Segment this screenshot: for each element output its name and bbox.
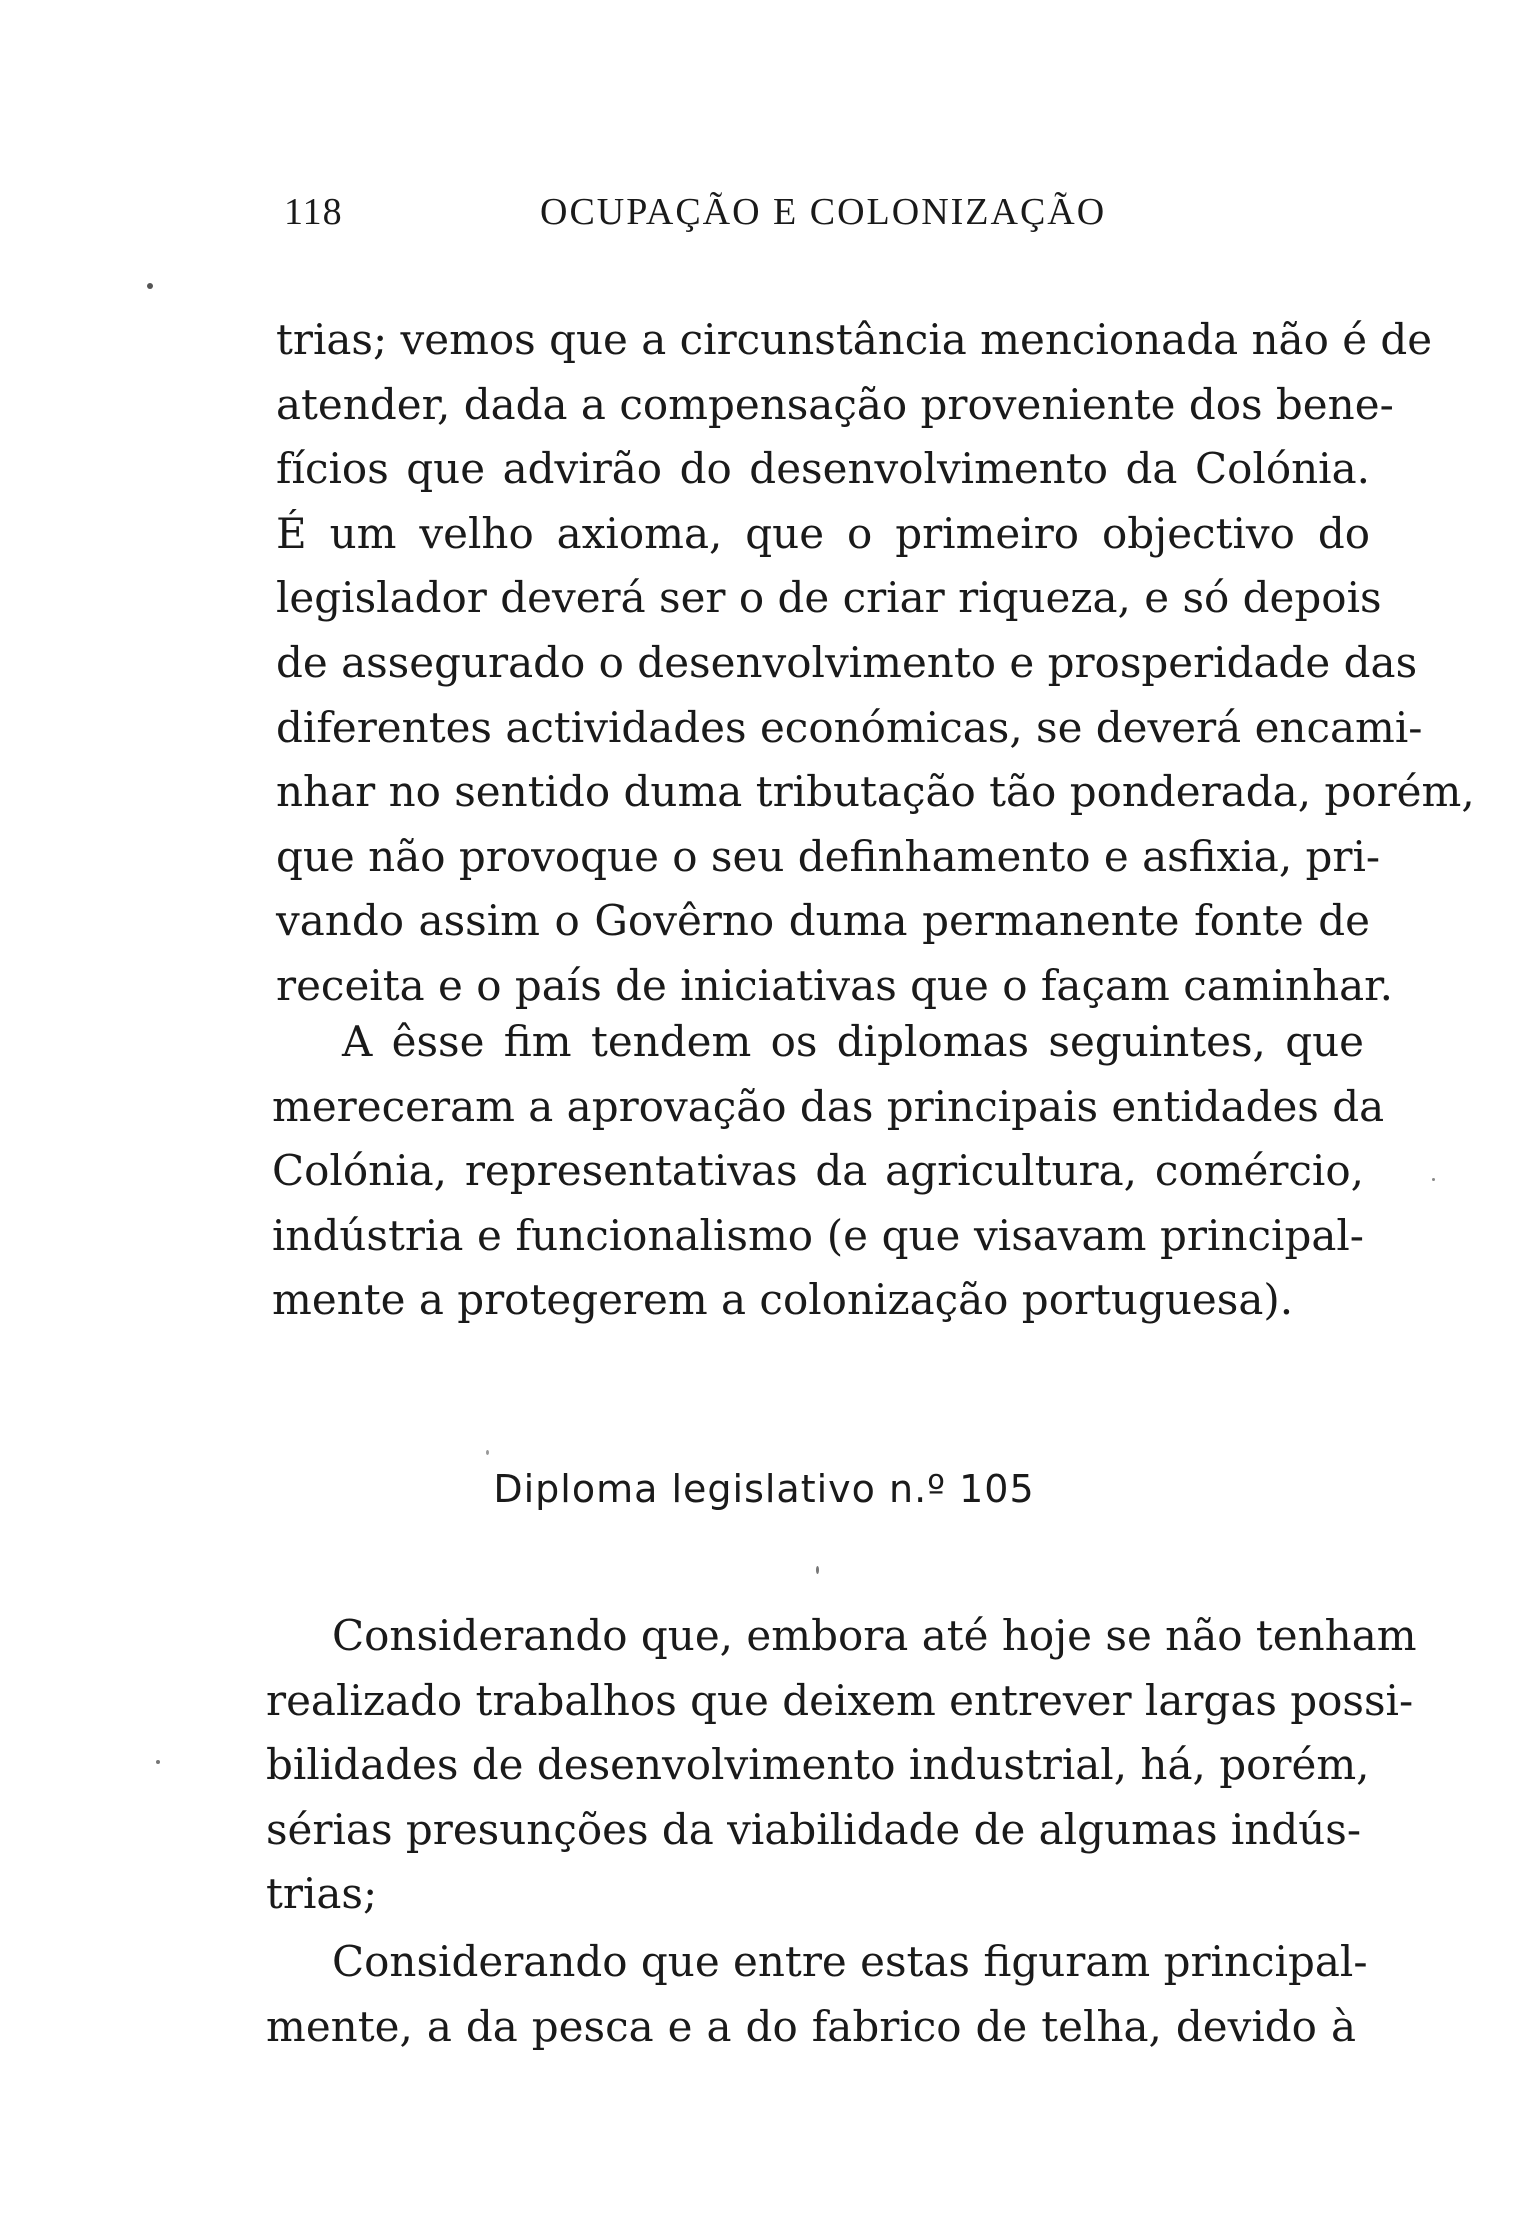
text-line: receita e o país de iniciativas que o façam caminhar. xyxy=(276,960,1393,1010)
text-line: vando assim o Govêrno duma permanente fonte de xyxy=(276,896,1370,946)
text-line: mente a protegerem a colonização portuguesa). xyxy=(272,1275,1294,1325)
section-heading: Diploma legislativo n.º 105 xyxy=(493,1467,1035,1511)
text-line: mereceram a aprovação das principais entidades da xyxy=(272,1081,1385,1131)
text-line: fícios que advirão do desenvolvimento da Colónia. xyxy=(276,444,1370,494)
text-line: É um velho axioma, que o primeiro objectivo do xyxy=(276,508,1370,558)
text-line: que não provoque o seu definhamento e asfixia, pri- xyxy=(276,831,1381,881)
text-line: nhar no sentido duma tributação tão ponderada, porém, xyxy=(276,767,1475,817)
scan-speck xyxy=(156,1760,160,1764)
text-line: atender, dada a compensação proveniente dos bene- xyxy=(276,379,1394,429)
paragraph-1 xyxy=(276,308,1475,1019)
text-line: trias; vemos que a circunstância mencionada não é de xyxy=(276,315,1433,364)
section-paragraph-2 xyxy=(266,1930,1368,2059)
text-line: diferentes actividades económicas, se deverá encami- xyxy=(276,702,1423,752)
text-line: trias; xyxy=(266,1869,378,1919)
text-line: legislador deverá ser o de criar riqueza, e só depois xyxy=(276,573,1382,623)
scan-speck xyxy=(1432,1178,1435,1181)
text-line: de assegurado o desenvolvimento e prosperidade das xyxy=(276,637,1418,687)
text-line: bilidades de desenvolvimento industrial, há, porém, xyxy=(266,1740,1370,1790)
scan-speck xyxy=(486,1450,489,1455)
running-title: OCUPAÇÃO E COLONIZAÇÃO xyxy=(540,191,1107,233)
section-paragraph-1 xyxy=(266,1604,1417,1927)
scan-speck xyxy=(147,283,153,289)
running-head xyxy=(284,190,1284,240)
text-line: Colónia, representativas da agricultura, comércio, xyxy=(272,1146,1364,1196)
text-line: Considerando que, embora até hoje se não tenham xyxy=(332,1611,1417,1660)
scan-speck xyxy=(816,1566,819,1574)
text-line: realizado trabalhos que deixem entrever largas possi- xyxy=(266,1675,1414,1725)
text-line: indústria e funcionalismo (e que visavam principal- xyxy=(272,1210,1364,1260)
paragraph-2 xyxy=(272,1010,1385,1333)
text-line: sérias presunções da viabilidade de algumas indús- xyxy=(266,1804,1362,1854)
text-line: Considerando que entre estas figuram principal- xyxy=(332,1937,1368,1986)
text-line: A êsse fim tendem os diplomas seguintes, que xyxy=(342,1017,1364,1066)
page-number: 118 xyxy=(284,191,343,233)
text-line: mente, a da pesca e a do fabrico de telha, devido à xyxy=(266,2001,1356,2051)
